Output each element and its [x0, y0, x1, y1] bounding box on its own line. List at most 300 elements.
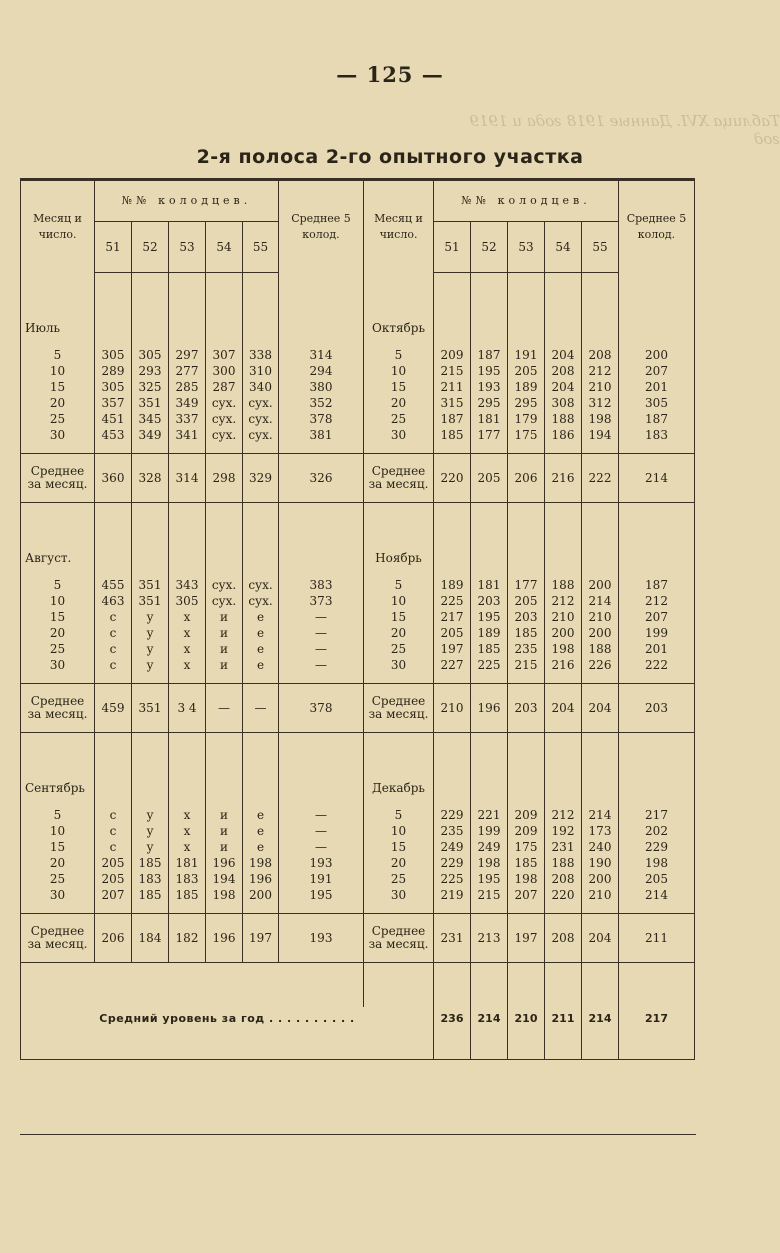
- day-right: 30: [364, 657, 434, 673]
- empty-cell: [582, 903, 619, 914]
- cell-well-right-1: 199: [471, 823, 508, 839]
- cell-well-right-0: 229: [434, 807, 471, 823]
- cell-well-left-2: 305: [169, 593, 206, 609]
- cell-well-mean-left-2: 3 4: [169, 684, 206, 733]
- avg-left: 378: [279, 411, 364, 427]
- empty-cell: [471, 443, 508, 454]
- empty-cell: [132, 779, 169, 797]
- block-spacer: [21, 273, 695, 320]
- cell-well-mean-left-0: 459: [95, 684, 132, 733]
- day-left: 15: [21, 839, 95, 855]
- empty-cell: [132, 903, 169, 914]
- empty-cell: [243, 963, 279, 1008]
- header-row-top: [21, 180, 695, 222]
- cell-well-mean-right-4: 204: [582, 684, 619, 733]
- empty-cell: [21, 337, 95, 347]
- empty-cell: [582, 567, 619, 577]
- day-right: 30: [364, 427, 434, 443]
- cell-well-left-1: 185: [132, 887, 169, 903]
- avg-left: 352: [279, 395, 364, 411]
- cell-well-right-3: 308: [545, 395, 582, 411]
- avg-right: 217: [619, 807, 695, 823]
- mean-avg-right: 211: [619, 914, 695, 963]
- empty-cell: [582, 963, 619, 1008]
- table-row: [21, 625, 695, 641]
- table-row: [21, 609, 695, 625]
- avg-left: 193: [279, 855, 364, 871]
- table-row: [21, 657, 695, 673]
- empty-cell: [279, 549, 364, 567]
- empty-cell: [169, 549, 206, 567]
- cell-well-right-3: 188: [545, 855, 582, 871]
- cell-well-left-0: с: [95, 609, 132, 625]
- empty-cell: [132, 337, 169, 347]
- avg-left: 380: [279, 379, 364, 395]
- empty-cell: [619, 503, 695, 550]
- empty-cell: [279, 567, 364, 577]
- gap-row: [21, 673, 695, 684]
- empty-cell: [471, 319, 508, 337]
- cell-well-right-3: 192: [545, 823, 582, 839]
- empty-cell: [206, 443, 243, 454]
- day-right: 10: [364, 823, 434, 839]
- empty-cell: [206, 779, 243, 797]
- avg-left: —: [279, 609, 364, 625]
- empty-cell: [243, 503, 279, 550]
- empty-cell: [508, 443, 545, 454]
- cell-well-right-2: 295: [508, 395, 545, 411]
- empty-cell: [132, 673, 169, 684]
- cell-well-right-4: 188: [582, 641, 619, 657]
- cell-well-left-1: 183: [132, 871, 169, 887]
- mean-label-left: Среднее за месяц.: [21, 684, 95, 733]
- cell-well-right-1: 215: [471, 887, 508, 903]
- empty-cell: [508, 567, 545, 577]
- cell-well-left-1: 351: [132, 395, 169, 411]
- cell-well-right-2: 185: [508, 855, 545, 871]
- cell-well-right-3: 220: [545, 887, 582, 903]
- avg-right: 198: [619, 855, 695, 871]
- cell-well-right-2: 205: [508, 363, 545, 379]
- empty-cell: [434, 567, 471, 577]
- day-right: 20: [364, 855, 434, 871]
- cell-well-left-4: е: [243, 807, 279, 823]
- cell-well-left-1: 351: [132, 593, 169, 609]
- cell-well-mean-right-4: 222: [582, 454, 619, 503]
- empty-cell: [545, 443, 582, 454]
- cell-well-right-2: 215: [508, 657, 545, 673]
- cell-well-left-3: и: [206, 807, 243, 823]
- cell-well-mean-right-0: 231: [434, 914, 471, 963]
- table-row: [21, 641, 695, 657]
- day-right: 30: [364, 887, 434, 903]
- month-label-row: [21, 319, 695, 337]
- empty-cell: [95, 503, 132, 550]
- cell-well-right-3: 208: [545, 871, 582, 887]
- header-average-right: Среднее 5 колод.: [619, 180, 695, 273]
- empty-cell: [132, 319, 169, 337]
- empty-cell: [132, 797, 169, 807]
- empty-cell: [434, 443, 471, 454]
- month-name-left: Сентябрь: [21, 779, 95, 797]
- empty-cell: [21, 963, 95, 1008]
- avg-right: 201: [619, 641, 695, 657]
- cell-well-mean-left-4: —: [243, 684, 279, 733]
- empty-cell: [279, 443, 364, 454]
- avg-right: 205: [619, 871, 695, 887]
- cell-well-right-0: 227: [434, 657, 471, 673]
- header-well-number: 54: [545, 222, 582, 273]
- empty-cell: [279, 503, 364, 550]
- empty-cell: [206, 549, 243, 567]
- table-row: [21, 427, 695, 443]
- header-wells-right: №№ колодцев.: [434, 180, 619, 222]
- avg-left: —: [279, 807, 364, 823]
- cell-well-mean-right-3: 216: [545, 454, 582, 503]
- empty-cell: [95, 443, 132, 454]
- cell-well-mean-left-2: 314: [169, 454, 206, 503]
- cell-well-left-4: е: [243, 609, 279, 625]
- day-left: 20: [21, 625, 95, 641]
- gap-row: [21, 903, 695, 914]
- empty-cell: [243, 797, 279, 807]
- table-row: [21, 823, 695, 839]
- cell-well-mean-left-3: 298: [206, 454, 243, 503]
- empty-cell: [582, 549, 619, 567]
- cell-well-left-0: 453: [95, 427, 132, 443]
- empty-cell: [582, 337, 619, 347]
- empty-cell: [582, 273, 619, 320]
- empty-cell: [21, 673, 95, 684]
- day-left: 10: [21, 593, 95, 609]
- empty-cell: [95, 963, 132, 1008]
- empty-cell: [279, 733, 364, 780]
- empty-cell: [619, 567, 695, 577]
- cell-well-left-3: 300: [206, 363, 243, 379]
- day-left: 5: [21, 347, 95, 363]
- empty-cell: [508, 503, 545, 550]
- empty-cell: [243, 319, 279, 337]
- day-right: 15: [364, 839, 434, 855]
- cell-well-right-2: 203: [508, 609, 545, 625]
- table-row: [21, 577, 695, 593]
- cell-well-right-3: 212: [545, 807, 582, 823]
- cell-well-mean-right-3: 204: [545, 684, 582, 733]
- cell-well-right-4: 226: [582, 657, 619, 673]
- empty-cell: [545, 673, 582, 684]
- cell-well-right-4: 210: [582, 379, 619, 395]
- table-bottom-rule: [20, 1134, 696, 1135]
- empty-cell: [169, 319, 206, 337]
- cell-well-right-2: 205: [508, 593, 545, 609]
- empty-cell: [21, 443, 95, 454]
- empty-cell: [243, 567, 279, 577]
- day-right: 25: [364, 871, 434, 887]
- cell-well-left-0: 305: [95, 379, 132, 395]
- day-left: 10: [21, 363, 95, 379]
- cell-well-left-4: е: [243, 823, 279, 839]
- cell-well-left-4: сух.: [243, 427, 279, 443]
- well-levels-table: [20, 178, 695, 1060]
- empty-cell: [169, 903, 206, 914]
- empty-cell: [132, 273, 169, 320]
- empty-cell: [619, 779, 695, 797]
- cell-well-right-3: 198: [545, 641, 582, 657]
- cell-well-right-3: 200: [545, 625, 582, 641]
- cell-well-right-2: 179: [508, 411, 545, 427]
- cell-well-left-4: 310: [243, 363, 279, 379]
- cell-well-left-1: у: [132, 625, 169, 641]
- empty-cell: [21, 1031, 434, 1060]
- empty-cell: [95, 779, 132, 797]
- avg-left: 191: [279, 871, 364, 887]
- cell-well-right-4: 198: [582, 411, 619, 427]
- empty-cell: [434, 549, 471, 567]
- cell-well-mean-left-3: 196: [206, 914, 243, 963]
- cell-well-mean-left-4: 197: [243, 914, 279, 963]
- empty-cell: [169, 273, 206, 320]
- cell-well-left-2: 343: [169, 577, 206, 593]
- cell-well-left-3: сух.: [206, 577, 243, 593]
- empty-cell: [434, 797, 471, 807]
- cell-well-mean-left-0: 206: [95, 914, 132, 963]
- avg-left: 195: [279, 887, 364, 903]
- cell-well-right-3: 204: [545, 379, 582, 395]
- cell-well-left-0: 207: [95, 887, 132, 903]
- empty-cell: [243, 337, 279, 347]
- cell-well-right-2: 198: [508, 871, 545, 887]
- cell-well-mean-right-0: 220: [434, 454, 471, 503]
- cell-well-left-2: 185: [169, 887, 206, 903]
- mean-avg-left: 326: [279, 454, 364, 503]
- block-spacer: [21, 503, 695, 550]
- year-value-0: 236: [434, 1007, 471, 1031]
- empty-cell: [619, 963, 695, 1008]
- cell-well-right-0: 229: [434, 855, 471, 871]
- cell-well-right-3: 231: [545, 839, 582, 855]
- empty-cell: [471, 567, 508, 577]
- empty-cell: [243, 273, 279, 320]
- empty-cell: [206, 673, 243, 684]
- day-left: 30: [21, 427, 95, 443]
- empty-cell: [243, 903, 279, 914]
- cell-well-left-1: 325: [132, 379, 169, 395]
- avg-right: 201: [619, 379, 695, 395]
- day-right: 10: [364, 363, 434, 379]
- month-label-row: [21, 549, 695, 567]
- empty-cell: [508, 779, 545, 797]
- empty-cell: [471, 733, 508, 780]
- avg-left: 383: [279, 577, 364, 593]
- mean-label-right: Среднее за месяц.: [364, 454, 434, 503]
- cell-well-left-2: х: [169, 625, 206, 641]
- table-row: [21, 411, 695, 427]
- empty-cell: [582, 779, 619, 797]
- cell-well-left-4: сух.: [243, 411, 279, 427]
- cell-well-left-1: 351: [132, 577, 169, 593]
- empty-cell: [206, 797, 243, 807]
- cell-well-right-1: 185: [471, 641, 508, 657]
- cell-well-left-3: сух.: [206, 593, 243, 609]
- table-row: [21, 871, 695, 887]
- empty-cell: [95, 733, 132, 780]
- avg-left: —: [279, 839, 364, 855]
- table-row: [21, 855, 695, 871]
- cell-well-right-2: 209: [508, 823, 545, 839]
- cell-well-left-0: с: [95, 625, 132, 641]
- avg-right: 200: [619, 347, 695, 363]
- cell-well-right-1: 195: [471, 609, 508, 625]
- table-row: [21, 887, 695, 903]
- empty-cell: [508, 1031, 545, 1060]
- cell-well-left-3: сух.: [206, 427, 243, 443]
- empty-cell: [279, 337, 364, 347]
- empty-cell: [169, 733, 206, 780]
- cell-well-left-3: и: [206, 641, 243, 657]
- empty-cell: [169, 963, 206, 1008]
- cell-well-left-2: 337: [169, 411, 206, 427]
- cell-well-right-1: 189: [471, 625, 508, 641]
- avg-left: —: [279, 823, 364, 839]
- cell-well-right-1: 203: [471, 593, 508, 609]
- cell-well-left-0: 305: [95, 347, 132, 363]
- empty-cell: [21, 273, 95, 320]
- cell-well-right-4: 214: [582, 807, 619, 823]
- empty-cell: [434, 319, 471, 337]
- empty-cell: [95, 319, 132, 337]
- cell-well-left-3: и: [206, 609, 243, 625]
- year-gap-row: [21, 963, 695, 1008]
- empty-cell: [21, 567, 95, 577]
- year-value-1: 214: [471, 1007, 508, 1031]
- cell-well-mean-right-2: 203: [508, 684, 545, 733]
- empty-cell: [434, 963, 471, 1008]
- table-row: [21, 363, 695, 379]
- empty-cell: [206, 903, 243, 914]
- year-average-value: 217: [619, 1007, 695, 1031]
- cell-well-left-2: х: [169, 657, 206, 673]
- month-label-row: [21, 779, 695, 797]
- cell-well-right-4: 190: [582, 855, 619, 871]
- avg-left: 381: [279, 427, 364, 443]
- monthly-mean-row: [21, 914, 695, 963]
- empty-cell: [471, 273, 508, 320]
- header-month-date-right: Месяц и число.: [364, 180, 434, 273]
- cell-well-left-3: и: [206, 839, 243, 855]
- empty-cell: [364, 337, 434, 347]
- empty-cell: [619, 443, 695, 454]
- empty-cell: [243, 779, 279, 797]
- empty-cell: [508, 733, 545, 780]
- cell-well-right-4: 210: [582, 887, 619, 903]
- year-value-3: 211: [545, 1007, 582, 1031]
- empty-cell: [508, 903, 545, 914]
- cell-well-right-4: 200: [582, 871, 619, 887]
- cell-well-left-0: 205: [95, 855, 132, 871]
- avg-right: 187: [619, 411, 695, 427]
- cell-well-left-0: 357: [95, 395, 132, 411]
- empty-cell: [169, 337, 206, 347]
- day-right: 10: [364, 593, 434, 609]
- cell-well-left-4: 196: [243, 871, 279, 887]
- avg-right: 187: [619, 577, 695, 593]
- empty-cell: [434, 903, 471, 914]
- cell-well-left-1: у: [132, 657, 169, 673]
- empty-cell: [582, 503, 619, 550]
- cell-well-right-2: 207: [508, 887, 545, 903]
- day-right: 25: [364, 641, 434, 657]
- cell-well-left-2: 341: [169, 427, 206, 443]
- monthly-mean-row: [21, 684, 695, 733]
- empty-cell: [619, 797, 695, 807]
- cell-well-left-4: сух.: [243, 395, 279, 411]
- gap-row: [21, 567, 695, 577]
- cell-well-right-0: 225: [434, 593, 471, 609]
- cell-well-right-0: 189: [434, 577, 471, 593]
- cell-well-right-3: 188: [545, 577, 582, 593]
- cell-well-right-2: 175: [508, 427, 545, 443]
- cell-well-right-3: 212: [545, 593, 582, 609]
- empty-cell: [364, 673, 434, 684]
- cell-well-left-1: у: [132, 823, 169, 839]
- year-value-2: 210: [508, 1007, 545, 1031]
- cell-well-mean-left-1: 328: [132, 454, 169, 503]
- empty-cell: [95, 567, 132, 577]
- table-row: [21, 379, 695, 395]
- table-row: [21, 593, 695, 609]
- empty-cell: [434, 1031, 471, 1060]
- cell-well-left-0: с: [95, 839, 132, 855]
- cell-well-left-3: 307: [206, 347, 243, 363]
- page-title: 2-я полоса 2-го опытного участка: [196, 146, 584, 168]
- empty-cell: [206, 337, 243, 347]
- empty-cell: [279, 319, 364, 337]
- cell-well-right-4: 210: [582, 609, 619, 625]
- cell-well-left-3: сух.: [206, 395, 243, 411]
- empty-cell: [21, 903, 95, 914]
- empty-cell: [471, 903, 508, 914]
- cell-well-left-4: 198: [243, 855, 279, 871]
- empty-cell: [206, 319, 243, 337]
- empty-cell: [206, 273, 243, 320]
- header-well-number: 51: [434, 222, 471, 273]
- empty-cell: [471, 963, 508, 1008]
- empty-cell: [169, 443, 206, 454]
- cell-well-left-2: 183: [169, 871, 206, 887]
- empty-cell: [508, 273, 545, 320]
- empty-cell: [95, 673, 132, 684]
- empty-cell: [243, 549, 279, 567]
- table-row: [21, 839, 695, 855]
- cell-well-mean-right-1: 196: [471, 684, 508, 733]
- cell-well-right-1: 295: [471, 395, 508, 411]
- empty-cell: [545, 337, 582, 347]
- cell-well-mean-right-4: 204: [582, 914, 619, 963]
- cell-well-left-1: 305: [132, 347, 169, 363]
- empty-cell: [545, 903, 582, 914]
- cell-well-right-4: 173: [582, 823, 619, 839]
- empty-cell: [243, 673, 279, 684]
- cell-well-mean-left-0: 360: [95, 454, 132, 503]
- cell-well-right-3: 188: [545, 411, 582, 427]
- cell-well-mean-right-3: 208: [545, 914, 582, 963]
- cell-well-left-4: е: [243, 641, 279, 657]
- empty-cell: [471, 673, 508, 684]
- cell-well-right-0: 211: [434, 379, 471, 395]
- cell-well-right-4: 208: [582, 347, 619, 363]
- cell-well-mean-left-4: 329: [243, 454, 279, 503]
- empty-cell: [364, 963, 434, 1008]
